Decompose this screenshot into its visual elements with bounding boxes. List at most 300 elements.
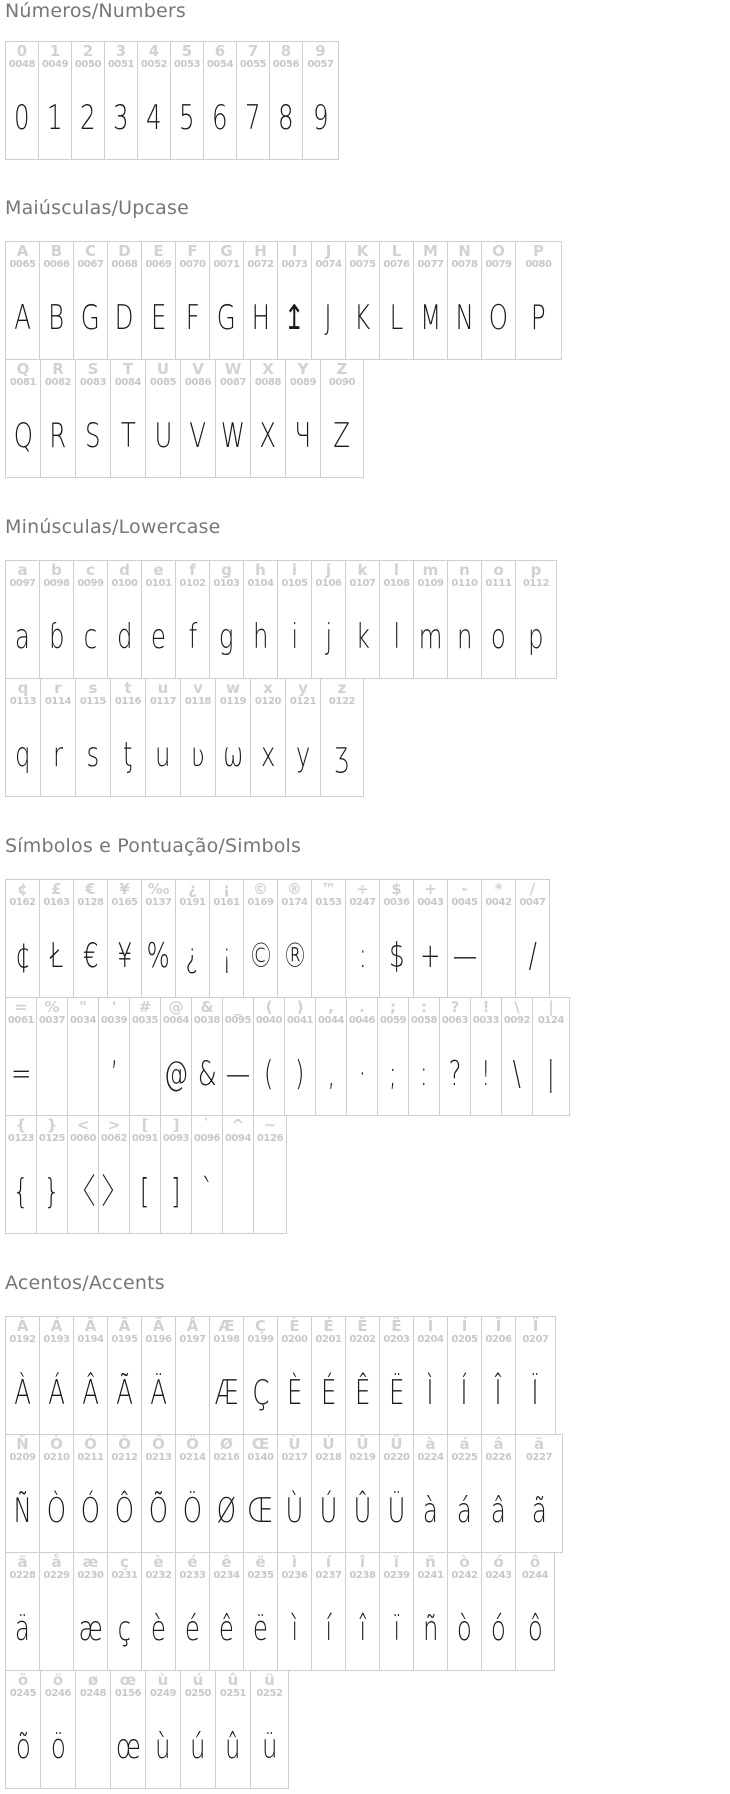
glyph-sample: V <box>189 416 207 456</box>
glyph-cell <box>243 879 278 998</box>
glyph-sample: E <box>150 298 167 338</box>
glyph-sample: ? <box>448 1054 462 1094</box>
glyph-sample: ì <box>291 1609 298 1649</box>
glyph-character: t <box>124 679 132 697</box>
glyph-cell <box>5 678 41 797</box>
glyph-character: P <box>533 242 544 260</box>
glyph-code: 0236 <box>281 1570 308 1581</box>
glyph-cell <box>5 1552 40 1671</box>
glyph-character: 8 <box>280 42 292 60</box>
glyph-sample: ë <box>252 1609 269 1649</box>
glyph-character: ù <box>157 1671 169 1689</box>
glyph-character: Œ <box>251 1435 270 1453</box>
glyph-character: Ú <box>322 1435 335 1453</box>
glyph-cell <box>413 241 448 360</box>
glyph-code: 0035 <box>131 1015 159 1026</box>
glyph-cell <box>515 1316 556 1435</box>
glyph-character: Ì <box>427 1317 434 1335</box>
glyph-sample: Ö <box>182 1491 203 1531</box>
glyph-character: Z <box>336 360 348 378</box>
glyph-sample: ] <box>171 1172 181 1212</box>
glyph-code: 0207 <box>522 1334 549 1345</box>
glyph-character: ™ <box>321 880 336 898</box>
glyph-cell <box>481 1434 516 1553</box>
glyph-code: 0118 <box>184 696 212 707</box>
glyph-sample: M <box>419 298 442 338</box>
glyph-cell <box>447 1552 482 1671</box>
glyph-code: 0125 <box>38 1133 66 1144</box>
glyph-character: r <box>54 679 62 697</box>
glyph-code: 0200 <box>281 1334 308 1345</box>
glyph-character: ÷ <box>356 880 369 898</box>
glyph-character: Ó <box>84 1435 97 1453</box>
glyph-code: 0042 <box>485 897 512 908</box>
glyph-code: 0066 <box>43 259 70 270</box>
glyph-cell <box>209 1434 244 1553</box>
glyph-cell <box>413 1552 448 1671</box>
glyph-character: ø <box>87 1671 99 1689</box>
glyph-sample: è <box>150 1609 167 1649</box>
glyph-character: ¢ <box>17 880 28 898</box>
glyph-code: 0124 <box>537 1015 565 1026</box>
glyph-code: 0216 <box>213 1452 240 1463</box>
glyph-cell <box>515 560 557 679</box>
glyph-sample: $ <box>388 936 405 976</box>
glyph-cell <box>73 1434 108 1553</box>
glyph-character: z <box>337 679 347 697</box>
glyph-cell <box>5 1670 41 1789</box>
glyph-character: U <box>156 360 170 378</box>
section-upcase <box>5 197 552 456</box>
glyph-code: 0076 <box>383 259 410 270</box>
glyph-cell <box>98 1115 130 1234</box>
glyph-character: d <box>119 561 130 579</box>
glyph-cell <box>413 560 448 679</box>
glyph-cell <box>379 1434 414 1553</box>
section-symbols <box>5 835 565 1212</box>
glyph-sample: ɓ <box>48 617 65 657</box>
glyph-sample: Í <box>460 1373 469 1413</box>
glyph-code: 0219 <box>349 1452 376 1463</box>
glyph-code: 0038 <box>193 1015 221 1026</box>
glyph-sample: J <box>324 298 333 338</box>
glyph-code: 0087 <box>219 377 247 388</box>
glyph-code: 0067 <box>77 259 104 270</box>
glyph-character: å <box>51 1553 62 1571</box>
glyph-sample: œ <box>115 1727 141 1767</box>
glyph-character: û <box>227 1671 239 1689</box>
glyph-code: 0053 <box>173 59 201 70</box>
glyph-cell <box>311 560 346 679</box>
glyph-sample: j <box>325 617 332 657</box>
glyph-cell <box>141 1316 176 1435</box>
glyph-row <box>5 1115 286 1234</box>
glyph-sample: æ <box>78 1609 103 1649</box>
glyph-cell <box>67 1115 99 1234</box>
glyph-sample: Ч <box>294 416 312 456</box>
glyph-code: 0128 <box>77 897 104 908</box>
glyph-cell <box>447 1316 482 1435</box>
glyph-character: 2 <box>82 42 94 60</box>
glyph-cell <box>315 997 347 1116</box>
glyph-code: 0061 <box>7 1015 35 1026</box>
glyph-code: 0225 <box>451 1452 478 1463</box>
glyph-character: x <box>263 679 273 697</box>
glyph-character: { <box>15 1116 27 1134</box>
glyph-sample: D <box>115 298 134 338</box>
glyph-character: \ <box>514 998 520 1016</box>
glyph-code: 0104 <box>247 578 274 589</box>
glyph-sample: Â <box>82 1373 99 1413</box>
glyph-code: 0233 <box>179 1570 206 1581</box>
glyph-cell <box>175 1434 210 1553</box>
glyph-sample: ï <box>393 1609 400 1649</box>
glyph-cell <box>145 359 181 478</box>
glyph-code: 0201 <box>315 1334 342 1345</box>
glyph-cell <box>40 359 76 478</box>
glyph-cell <box>345 1434 380 1553</box>
glyph-cell <box>285 359 321 478</box>
glyph-character: . <box>359 998 365 1016</box>
glyph-sample: o <box>491 617 506 657</box>
glyph-character: A <box>16 242 29 260</box>
glyph-code: 0085 <box>149 377 177 388</box>
glyph-code: 0137 <box>145 897 172 908</box>
glyph-code: 0080 <box>525 259 552 270</box>
glyph-code: 0227 <box>525 1452 553 1463</box>
glyph-character: ! <box>482 998 490 1016</box>
glyph-sample: Á <box>48 1373 65 1413</box>
glyph-sample: ù <box>155 1727 171 1767</box>
glyph-character: ç <box>120 1553 129 1571</box>
glyph-code: 0099 <box>77 578 104 589</box>
glyph-sample: 0 <box>14 98 30 138</box>
glyph-sample: p <box>528 617 544 657</box>
glyph-cell <box>413 1434 448 1553</box>
glyph-character: [ <box>141 1116 149 1134</box>
glyph-sample: Œ <box>247 1491 274 1531</box>
glyph-sample: 1 <box>47 98 63 138</box>
glyph-character: O <box>492 242 505 260</box>
glyph-cell <box>40 678 76 797</box>
glyph-sample: ( <box>264 1054 274 1094</box>
glyph-row <box>5 1316 555 1435</box>
section-title: Maiúsculas/Upcase <box>5 197 190 219</box>
glyph-sample: Ü <box>387 1491 406 1531</box>
glyph-character: ¡ <box>223 880 230 898</box>
glyph-sample: \ <box>512 1054 522 1094</box>
glyph-cell <box>515 1434 563 1553</box>
glyph-row <box>5 241 561 360</box>
glyph-code: 0193 <box>43 1334 70 1345</box>
glyph-character: è <box>153 1553 164 1571</box>
glyph-code: 0204 <box>417 1334 444 1345</box>
glyph-cell <box>215 359 251 478</box>
glyph-cell <box>209 1552 244 1671</box>
glyph-code: 0043 <box>417 897 444 908</box>
glyph-sample: Ì <box>426 1373 435 1413</box>
glyph-sample: k <box>355 617 370 657</box>
glyph-character: Î <box>495 1317 502 1335</box>
glyph-code: 0095 <box>224 1015 252 1026</box>
glyph-cell <box>243 1316 278 1435</box>
glyph-cell <box>73 879 108 998</box>
glyph-code: 0075 <box>349 259 376 270</box>
glyph-sample: g <box>219 617 234 657</box>
glyph-sample: + <box>420 936 441 976</box>
glyph-cell <box>39 1552 74 1671</box>
glyph-sample: 9 <box>312 98 329 138</box>
glyph-cell <box>481 241 516 360</box>
glyph-code: 0249 <box>149 1688 177 1699</box>
glyph-code: 0101 <box>145 578 172 589</box>
glyph-sample: ® <box>282 936 307 976</box>
glyph-code: 0217 <box>281 1452 308 1463</box>
glyph-character: 9 <box>315 42 326 60</box>
glyph-code: 0119 <box>219 696 247 707</box>
glyph-code: 0239 <box>383 1570 410 1581</box>
glyph-code: 0077 <box>417 259 444 270</box>
glyph-sample: R <box>49 416 67 456</box>
glyph-sample: Û <box>353 1491 372 1531</box>
glyph-code: 0047 <box>519 897 546 908</box>
glyph-code: 0093 <box>162 1133 190 1144</box>
glyph-sample: Ô <box>114 1491 135 1531</box>
glyph-sample: ` <box>200 1172 214 1212</box>
glyph-cell <box>209 560 244 679</box>
glyph-character: ¿ <box>188 880 197 898</box>
glyph-character: E <box>153 242 164 260</box>
glyph-cell <box>203 41 237 160</box>
glyph-sample: é <box>184 1609 201 1649</box>
glyph-character: 1 <box>49 42 61 60</box>
glyph-character: Ã <box>118 1317 131 1335</box>
glyph-code: 0062 <box>100 1133 128 1144</box>
glyph-cell <box>39 1316 74 1435</box>
glyph-sample: ʒ <box>334 735 350 775</box>
glyph-code: 0058 <box>410 1015 438 1026</box>
glyph-sample: ü <box>261 1727 278 1767</box>
glyph-cell <box>269 41 303 160</box>
glyph-cell <box>345 241 380 360</box>
glyph-character: y <box>298 679 308 697</box>
glyph-code: 0206 <box>485 1334 512 1345</box>
glyph-code: 0169 <box>247 897 274 908</box>
glyph-code: 0079 <box>485 259 512 270</box>
glyph-row <box>5 879 549 998</box>
glyph-cell <box>180 678 216 797</box>
glyph-code: 0192 <box>9 1334 36 1345</box>
glyph-cell <box>439 997 471 1116</box>
glyph-cell <box>345 879 380 998</box>
section-title: Acentos/Accents <box>5 1272 165 1294</box>
glyph-code: 0237 <box>315 1570 342 1581</box>
glyph-sample: Ë <box>388 1373 405 1413</box>
glyph-character: B <box>50 242 63 260</box>
glyph-cell <box>379 241 414 360</box>
glyph-character: = <box>14 998 28 1016</box>
glyph-character: J <box>325 242 332 260</box>
glyph-cell <box>191 997 223 1116</box>
glyph-character: Á <box>50 1317 63 1335</box>
glyph-character: 6 <box>214 42 226 60</box>
glyph-cell <box>277 1552 312 1671</box>
glyph-sample: ) <box>295 1054 305 1094</box>
glyph-sample: Õ <box>148 1491 169 1531</box>
glyph-sample: a <box>14 617 31 657</box>
glyph-sample: T <box>120 416 136 456</box>
glyph-cell <box>209 241 244 360</box>
glyph-cell <box>5 241 40 360</box>
glyph-code: 0106 <box>315 578 342 589</box>
glyph-cell <box>129 1115 161 1234</box>
glyph-sample: ò <box>457 1609 472 1649</box>
glyph-code: 0203 <box>383 1334 410 1345</box>
glyph-code: 0040 <box>255 1015 283 1026</box>
glyph-sample: Ù <box>285 1491 304 1531</box>
glyph-character: © <box>253 880 268 898</box>
glyph-code: 0069 <box>145 259 172 270</box>
glyph-sample: ä <box>14 1609 31 1649</box>
glyph-character: G <box>220 242 233 260</box>
glyph-cell <box>447 241 482 360</box>
glyph-sample: % <box>146 936 171 976</box>
glyph-code: 0065 <box>9 259 36 270</box>
glyph-cell <box>141 1552 176 1671</box>
glyph-character: h <box>255 561 266 579</box>
glyph-sample: Ñ <box>13 1491 32 1531</box>
glyph-sample: G <box>217 298 236 338</box>
glyph-cell <box>515 1552 555 1671</box>
glyph-cell <box>447 1434 482 1553</box>
glyph-character: Ô <box>118 1435 131 1453</box>
glyph-sample: W <box>220 416 246 456</box>
glyph-code: 0084 <box>114 377 142 388</box>
glyph-sample: K <box>354 298 371 338</box>
glyph-cell <box>345 1316 380 1435</box>
glyph-code: 0230 <box>77 1570 104 1581</box>
glyph-code: 0103 <box>213 578 240 589</box>
glyph-sample: ó <box>491 1609 506 1649</box>
glyph-character: ` <box>203 1116 211 1134</box>
glyph-sample: L <box>389 298 404 338</box>
glyph-code: 0238 <box>349 1570 376 1581</box>
glyph-sample: [ <box>140 1172 150 1212</box>
glyph-code: 0109 <box>417 578 444 589</box>
glyph-character: + <box>424 880 437 898</box>
glyph-character: H <box>254 242 267 260</box>
glyph-code: 0048 <box>8 59 36 70</box>
glyph-sample: Ó <box>80 1491 101 1531</box>
glyph-character: v <box>193 679 203 697</box>
glyph-code: 0220 <box>383 1452 410 1463</box>
glyph-sample: © <box>248 936 273 976</box>
glyph-sample: ú <box>190 1727 206 1767</box>
glyph-cell <box>320 678 364 797</box>
glyph-code: 0115 <box>79 696 107 707</box>
glyph-cell <box>110 1670 146 1789</box>
glyph-sample: Ê <box>354 1373 371 1413</box>
glyph-character: e <box>153 561 164 579</box>
glyph-cell <box>5 879 40 998</box>
glyph-code: 0229 <box>43 1570 70 1581</box>
glyph-character: u <box>157 679 169 697</box>
glyph-row <box>5 997 569 1116</box>
glyph-character: Ü <box>390 1435 403 1453</box>
glyph-code: 0117 <box>149 696 177 707</box>
glyph-cell <box>107 1316 142 1435</box>
glyph-code: 0156 <box>114 1688 142 1699</box>
glyph-code: 0212 <box>111 1452 138 1463</box>
glyph-cell <box>5 560 40 679</box>
glyph-code: 0123 <box>7 1133 35 1144</box>
glyph-code: 0088 <box>254 377 282 388</box>
glyph-sample: — <box>225 1054 251 1094</box>
glyph-code: 0114 <box>44 696 72 707</box>
glyph-code: 0063 <box>441 1015 469 1026</box>
glyph-cell <box>515 241 562 360</box>
glyph-code: 0094 <box>224 1133 252 1144</box>
glyph-cell <box>5 1115 37 1234</box>
glyph-sample: Ò <box>46 1491 67 1531</box>
glyph-code: 0107 <box>349 578 376 589</box>
glyph-cell <box>107 879 142 998</box>
glyph-character: > <box>107 1116 121 1134</box>
glyph-code: 0072 <box>247 259 274 270</box>
glyph-sample: & <box>197 1054 217 1094</box>
glyph-code: 0056 <box>272 59 300 70</box>
glyph-cell <box>379 1552 414 1671</box>
glyph-sample: S <box>85 416 101 456</box>
glyph-character: | <box>548 998 554 1016</box>
glyph-code: 0174 <box>281 897 308 908</box>
glyph-sample: ʼ <box>110 1054 118 1094</box>
glyph-cell <box>277 879 312 998</box>
glyph-cell <box>346 997 378 1116</box>
glyph-code: 0054 <box>206 59 234 70</box>
glyph-code: 0232 <box>145 1570 172 1581</box>
glyph-character: œ <box>119 1671 137 1689</box>
glyph-code: 0235 <box>247 1570 274 1581</box>
glyph-sample: ƫ <box>123 735 133 775</box>
glyph-sample: A <box>14 298 31 338</box>
glyph-character: Ä <box>152 1317 165 1335</box>
glyph-sample: O <box>488 298 509 338</box>
glyph-character: É <box>323 1317 334 1335</box>
glyph-character: 3 <box>115 42 127 60</box>
glyph-character: ^ <box>231 1116 245 1134</box>
glyph-row <box>5 560 556 679</box>
glyph-code: 0247 <box>349 897 376 908</box>
glyph-cell <box>515 879 550 998</box>
glyph-sample: i <box>291 617 298 657</box>
glyph-cell <box>320 359 364 478</box>
glyph-cell <box>302 41 339 160</box>
glyph-sample: Ã <box>116 1373 133 1413</box>
glyph-code: 0250 <box>184 1688 212 1699</box>
glyph-sample: q <box>15 735 31 775</box>
glyph-cell <box>75 359 111 478</box>
glyph-sample: · <box>358 1054 366 1094</box>
glyph-cell <box>5 359 41 478</box>
glyph-cell <box>39 560 74 679</box>
glyph-character: ê <box>221 1553 232 1571</box>
glyph-code: 0068 <box>111 259 138 270</box>
glyph-character: $ <box>391 880 402 898</box>
glyph-cell <box>180 359 216 478</box>
glyph-cell <box>129 997 161 1116</box>
glyph-character: ? <box>450 998 460 1016</box>
